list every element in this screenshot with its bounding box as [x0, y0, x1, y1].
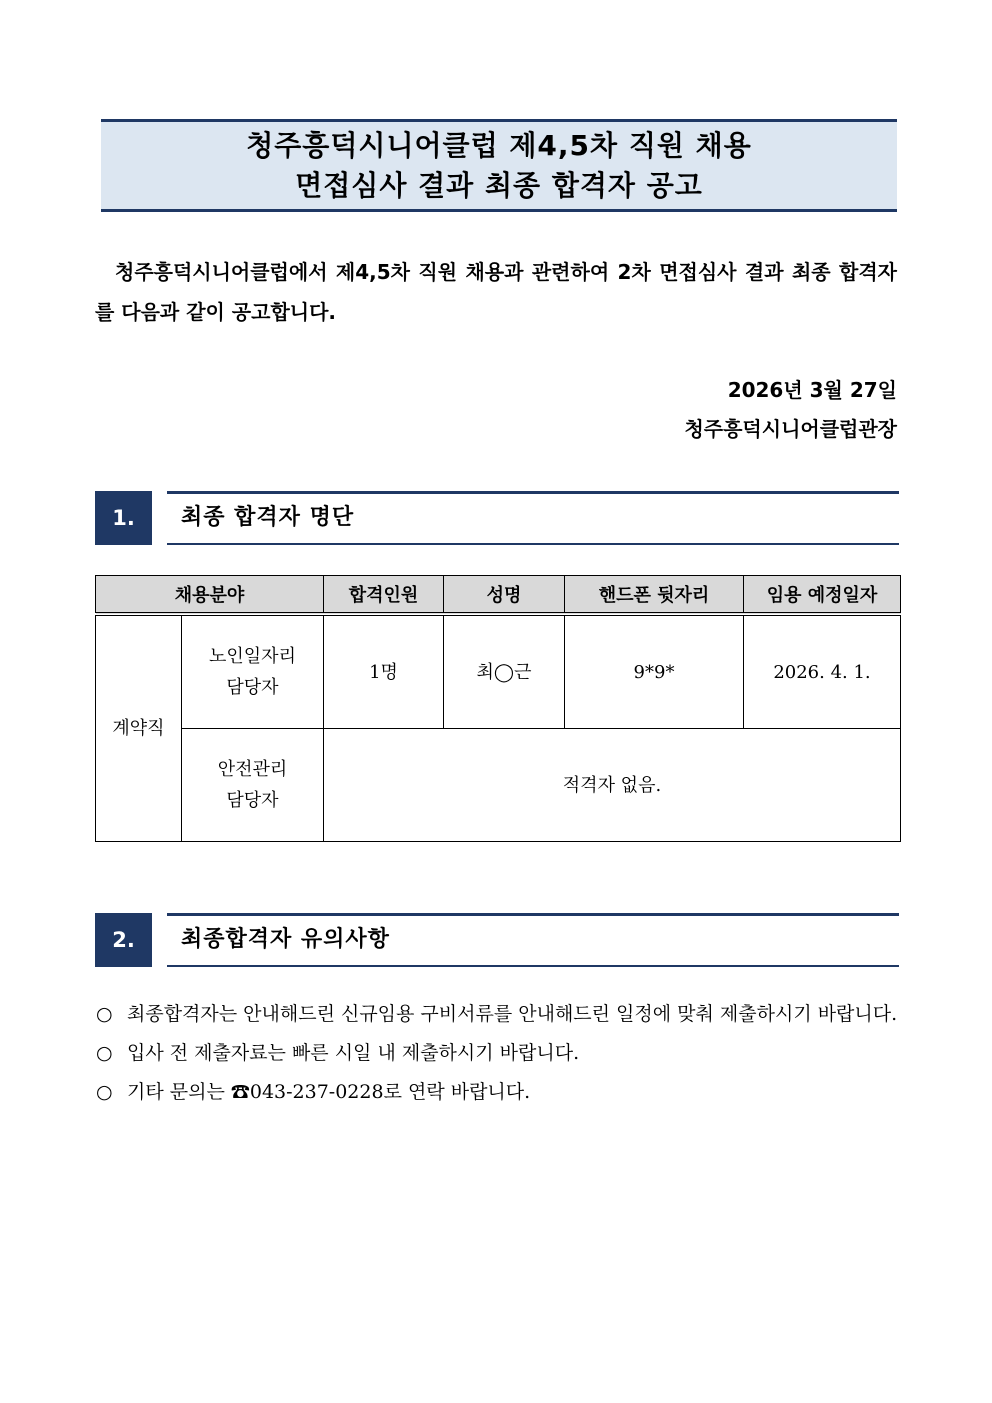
header-field: 채용분야	[96, 576, 324, 615]
section-2-title-bar	[167, 913, 899, 967]
section-1-header	[95, 491, 899, 545]
result-cell: 적격자 없음.	[324, 729, 901, 842]
position-line-1: 안전관리	[217, 759, 288, 780]
start-date-cell: 2026. 4. 1.	[744, 614, 901, 729]
position-line-2: 담당자	[226, 677, 279, 698]
table-header-row	[96, 576, 901, 615]
note-text: 입사 전 제출자료는 빠른 시일 내 제출하시기 바랍니다.	[127, 1042, 580, 1064]
section-1-number: 1.	[95, 491, 152, 545]
title-box	[101, 119, 897, 212]
header-phone: 핸드폰 뒷자리	[565, 576, 744, 615]
circle-bullet-icon: ○	[96, 1042, 113, 1064]
header-start-date: 임용 예정일자	[744, 576, 901, 615]
name-cell: 최◯근	[444, 614, 565, 729]
roster-table	[95, 575, 901, 842]
note-text: 최종합격자는 안내해드린 신규임용 구비서류를 안내해드린 일정에 맞춰 제출하시기 바랍니다.	[127, 1003, 898, 1025]
list-item	[96, 1073, 898, 1112]
section-2-title: 최종합격자 유의사항	[181, 927, 390, 952]
circle-bullet-icon: ○	[96, 1003, 113, 1025]
circle-bullet-icon: ○	[96, 1081, 113, 1103]
section-1-title-bar	[167, 491, 899, 545]
title-line-1: 청주흥덕시니어클럽 제4,5차 직원 채용	[246, 129, 752, 162]
header-count: 합격인원	[324, 576, 444, 615]
header-name: 성명	[444, 576, 565, 615]
category-cell: 계약직	[96, 614, 182, 842]
title-line-2: 면접심사 결과 최종 합격자 공고	[295, 169, 703, 202]
section-1-title: 최종 합격자 명단	[181, 505, 355, 530]
organization-name: 청주흥덕시니어클럽관장	[684, 417, 897, 441]
announcement-date: 2026년 3월 27일	[727, 378, 897, 402]
section-2-number: 2.	[95, 913, 152, 967]
note-text: 기타 문의는 ☎043-237-0228로 연락 바랍니다.	[127, 1081, 531, 1103]
section-2-header	[95, 913, 899, 967]
position-cell	[182, 729, 324, 842]
phone-cell: 9*9*	[565, 614, 744, 729]
intro-paragraph	[95, 252, 897, 332]
table-row	[96, 729, 901, 842]
count-cell: 1명	[324, 614, 444, 729]
intro-text: 청주흥덕시니어클럽에서 제4,5차 직원 채용과 관련하여 2차 면접심사 결과 최종 합격자를 다음과 같이 공고합니다.	[95, 260, 897, 324]
list-item	[96, 1034, 898, 1073]
table-row	[96, 614, 901, 729]
position-cell	[182, 614, 324, 729]
position-line-1: 노인일자리	[209, 646, 296, 667]
notes-list	[96, 995, 898, 1112]
list-item	[96, 995, 898, 1034]
position-line-2: 담당자	[226, 790, 279, 811]
